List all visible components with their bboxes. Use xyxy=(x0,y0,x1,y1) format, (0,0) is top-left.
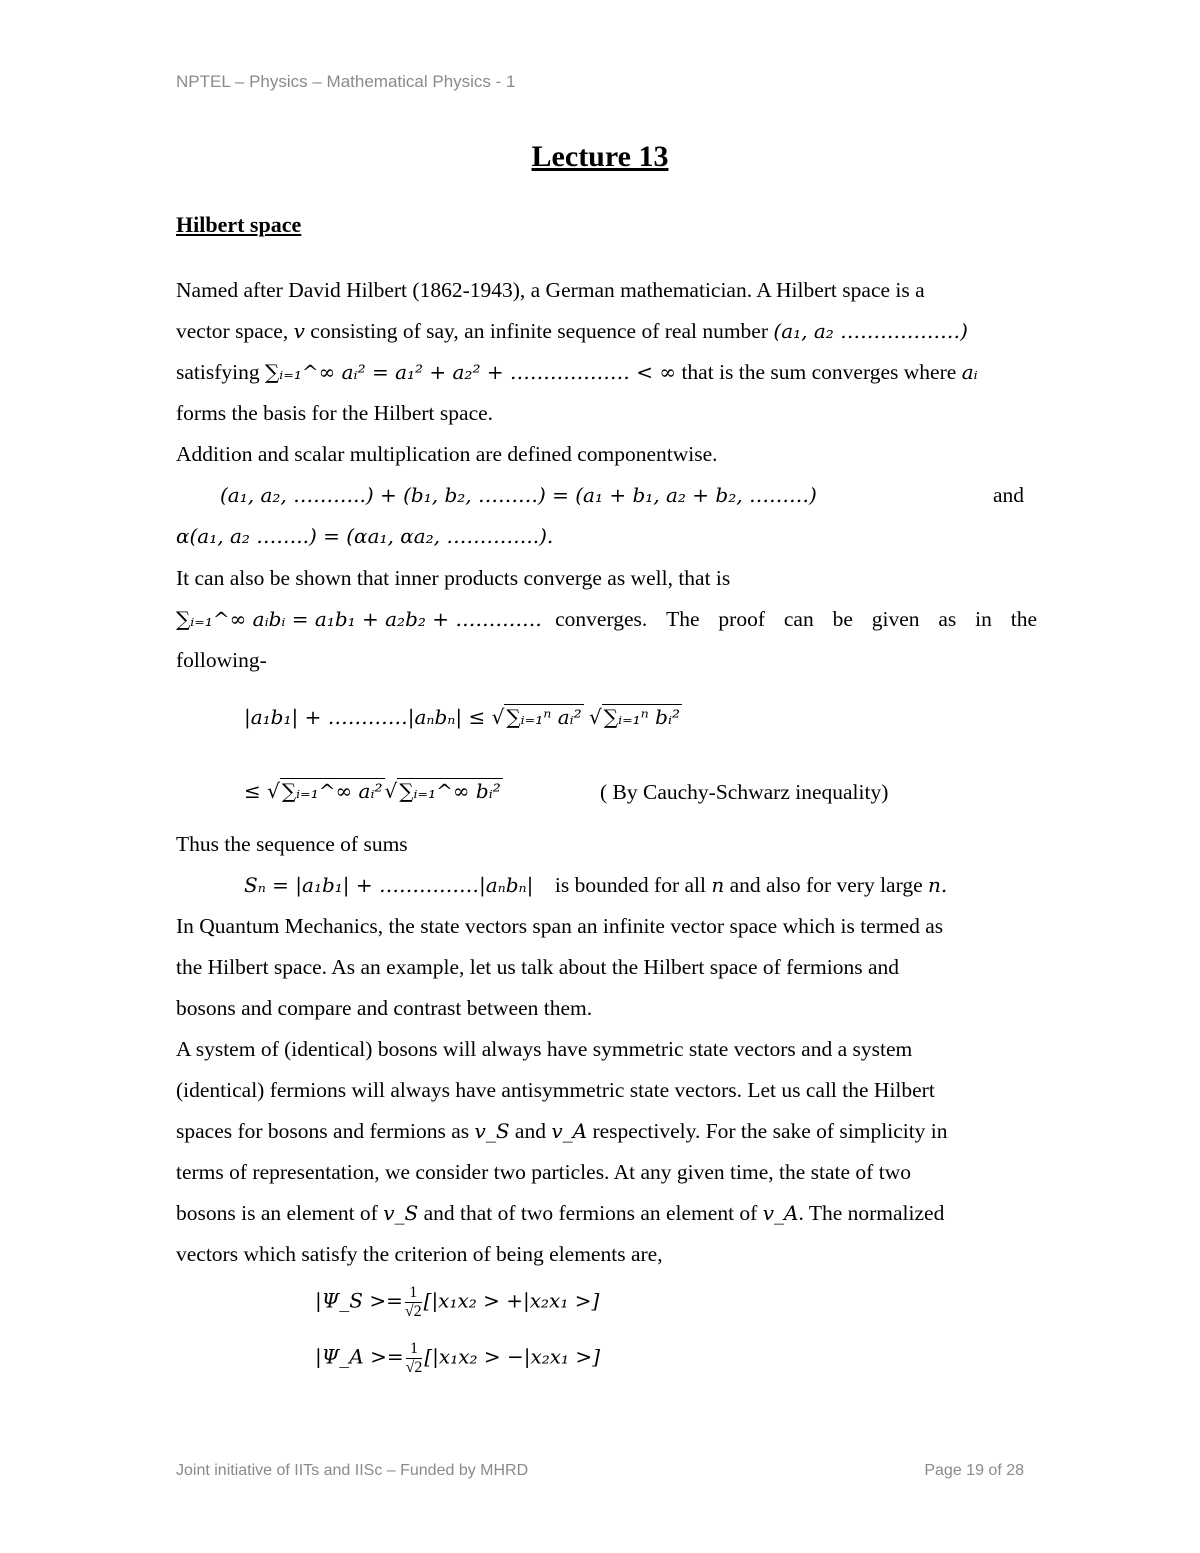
system-line2: (identical) fermions will always have antisymmetric state vectors. Let us call the Hilbert xyxy=(176,1078,935,1102)
addition-equation-line xyxy=(176,483,1024,508)
sum-squares-expr: ∑ᵢ₌₁^∞ aᵢ² = a₁² + a₂² + ……………… < ∞ xyxy=(264,360,677,384)
sqrt-sum-b-inf: ∑ᵢ₌₁^∞ bᵢ² xyxy=(399,779,501,803)
qm-line3: bosons and compare and contrast between them. xyxy=(176,996,593,1020)
cauchy-schwarz-note: ( By Cauchy-Schwarz inequality) xyxy=(600,780,889,804)
para1-line2: vector space, v consisting of say, an infinite sequence of real number (a₁, a₂ ………………) xyxy=(176,319,968,343)
inner-sum-words: converges. The proof can be given as in the xyxy=(555,607,1038,631)
scalar-equation: α(a₁, a₂ ……..) = (αa₁, αa₂, …………..). xyxy=(176,524,554,548)
inner-sum-expr: ∑ᵢ₌₁^∞ aᵢbᵢ = a₁b₁ + a₂b₂ + …………. xyxy=(176,607,542,631)
psi-antisymmetric-equation: |Ψ_A >= $\frac{1}{√2}$ [|x₁x₂ > −|x₂x₁ >] xyxy=(315,1340,600,1376)
system-line3: spaces for bosons and fermions as v_S and v_A respectively. For the sake of simplicity in xyxy=(176,1119,948,1143)
inequality-1: |a₁b₁| + …………|aₙbₙ| ≤ √ ∑ᵢ₌₁ⁿ aᵢ² √ ∑ᵢ₌₁ⁿ bᵢ² xyxy=(244,705,680,729)
following-line: following- xyxy=(176,648,267,672)
qm-line1: In Quantum Mechanics, the state vectors span an infinite vector space which is termed as xyxy=(176,914,944,938)
one-over-root-two: $\frac{1}{√2}$ xyxy=(405,1340,423,1376)
inequality-2: ≤ √ ∑ᵢ₌₁^∞ aᵢ² √ ∑ᵢ₌₁^∞ bᵢ² xyxy=(244,779,501,803)
and-word: and xyxy=(992,483,1024,507)
addition-line: Addition and scalar multiplication are defined componentwise. xyxy=(176,442,718,466)
page-number: Page 19 of 28 xyxy=(924,1462,1024,1479)
sn-line: Sₙ = |a₁b₁| + ……………|aₙbₙ| is bounded for all n and also for very large n. xyxy=(244,873,948,897)
system-line1: A system of (identical) bosons will always have symmetric state vectors and a system xyxy=(176,1037,913,1061)
system-line4: terms of representation, we consider two particles. At any given time, the state of two xyxy=(176,1160,911,1184)
qm-line2: the Hilbert space. As an example, let us talk about the Hilbert space of fermions and xyxy=(176,955,900,979)
system-line5: bosons is an element of v_S and that of two fermions an element of v_A. The normalized xyxy=(176,1201,945,1225)
thus-line: Thus the sequence of sums xyxy=(176,832,408,856)
system-line6: vectors which satisfy the criterion of being elements are, xyxy=(176,1242,663,1266)
inner-sum-line xyxy=(176,607,1038,632)
para1-line1: Named after David Hilbert (1862-1943), a German mathematician. A Hilbert space is a xyxy=(176,278,925,302)
addition-equation: (a₁, a₂, ………..) + (b₁, b₂, ………) = (a₁ + b₁, a₂ + b₂, ………) xyxy=(220,483,817,507)
inner-product-line: It can also be shown that inner products converge as well, that is xyxy=(176,566,731,590)
footer-left: Joint initiative of IITs and IISc – Funded by MHRD xyxy=(176,1462,529,1479)
sequence-expr: (a₁, a₂ ………………) xyxy=(773,319,968,343)
page-header: NPTEL – Physics – Mathematical Physics - 1 xyxy=(176,72,516,91)
one-over-root-two: $\frac{1}{√2}$ xyxy=(404,1284,422,1320)
sqrt-sum-b: ∑ᵢ₌₁ⁿ bᵢ² xyxy=(603,705,680,729)
psi-symmetric-equation: |Ψ_S >= $\frac{1}{√2}$ [|x₁x₂ > +|x₂x₁ >] xyxy=(315,1284,600,1320)
sqrt-sum-a: ∑ᵢ₌₁ⁿ aᵢ² xyxy=(506,705,582,729)
para1-line3: satisfying ∑ᵢ₌₁^∞ aᵢ² = a₁² + a₂² + ……………… < ∞ that is the sum converges where aᵢ xyxy=(176,360,978,384)
sqrt-sum-a-inf: ∑ᵢ₌₁^∞ aᵢ² xyxy=(281,779,383,803)
section-heading: Hilbert space xyxy=(176,212,302,237)
sn-expr: Sₙ = |a₁b₁| + ……………|aₙbₙ| xyxy=(244,873,534,897)
lecture-title: Lecture 13 xyxy=(531,140,669,173)
para1-line4: forms the basis for the Hilbert space. xyxy=(176,401,494,425)
